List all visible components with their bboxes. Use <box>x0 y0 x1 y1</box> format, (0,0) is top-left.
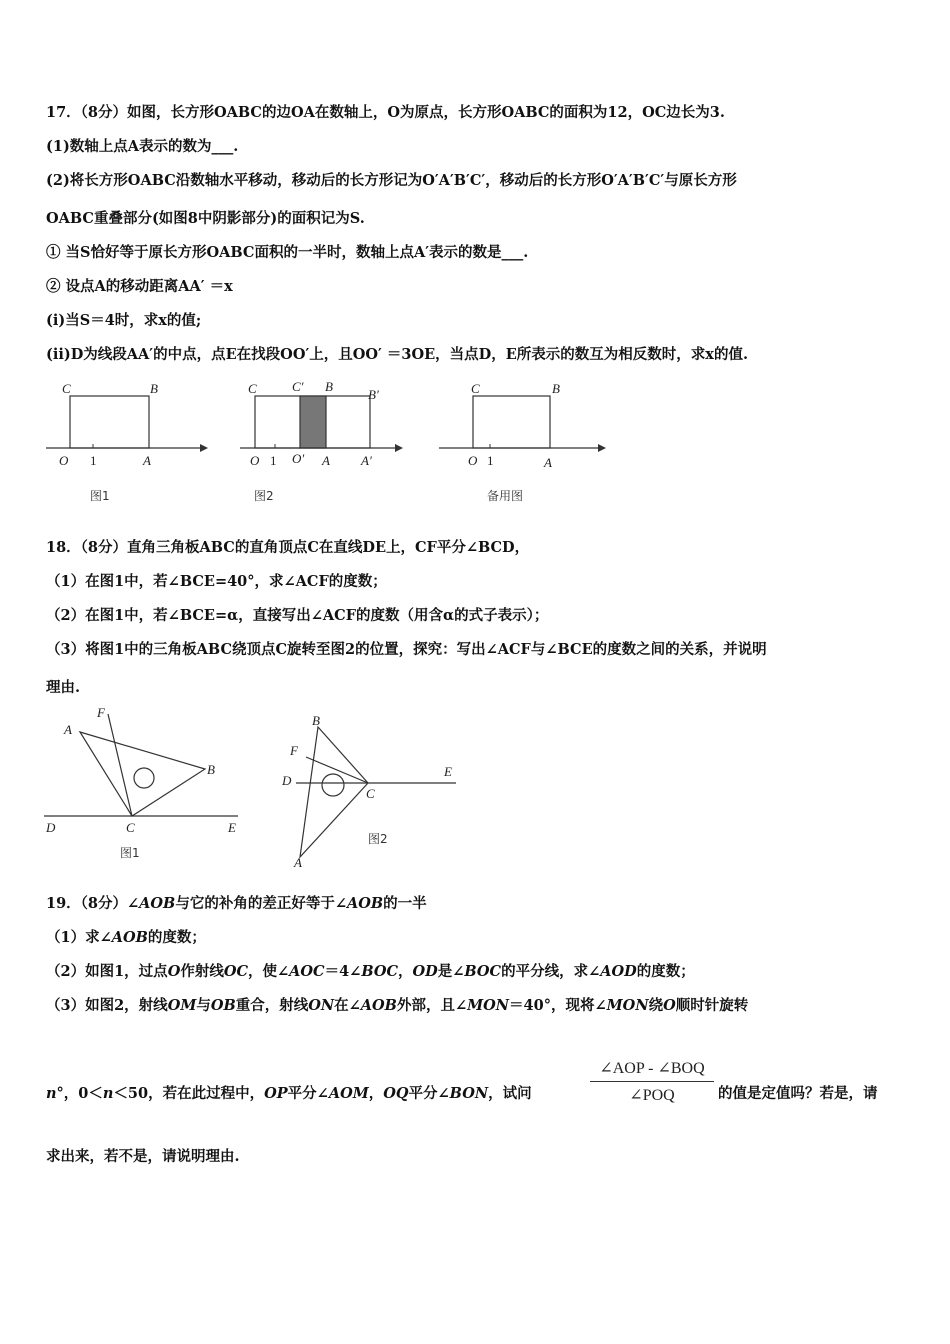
label-C: C <box>471 381 480 396</box>
fraction-denominator: ∠POQ <box>629 1087 675 1104</box>
label-D: D <box>46 820 56 835</box>
label-A: A <box>544 455 552 470</box>
q19-part3-line1: （3）如图2，射线OM与OB重合，射线ON在∠AOB外部，且∠MON＝40°，现将∠MON绕O顺时针旋转 <box>46 997 749 1014</box>
label-F: F <box>97 705 105 720</box>
label-O: O <box>59 453 69 468</box>
q17-case1: ① 当S恰好等于原长方形OABC面积的一半时，数轴上点A′表示的数是___. <box>46 244 529 261</box>
label-1: 1 <box>270 453 277 468</box>
q19-part1: （1）求∠AOB的度数； <box>46 929 206 946</box>
label-C: C <box>62 381 71 396</box>
label-A-prime: A′ <box>361 453 372 468</box>
q17-sub-ii: (ⅱ)D为线段AA′的中点，点E在找段OO′上，且OO′ ＝3OE，当点D，E所表示的数互为相反数时，求x的值. <box>46 346 748 363</box>
label-A: A <box>143 453 151 468</box>
figure-caption: 图2 <box>254 489 274 503</box>
label-B: B <box>150 381 158 396</box>
label-B: B <box>552 381 560 396</box>
label-C-prime: C′ <box>292 379 304 394</box>
q17-stem: 17．（8分）如图，长方形OABC的边OA在数轴上，O为原点，长方形OABC的面积为12，OC边长为3. <box>46 104 725 121</box>
label-D: D <box>282 773 292 788</box>
label-C: C <box>248 381 257 396</box>
label-B: B <box>207 762 215 777</box>
q18-part2: （2）在图1中，若∠BCE=α，直接写出∠ACF的度数（用含α的式子表示）； <box>46 607 549 624</box>
q18-part1: （1）在图1中，若∠BCE=40°，求∠ACF的度数； <box>46 573 387 590</box>
q17-part1: (1)数轴上点A表示的数为___. <box>46 138 239 155</box>
figure-caption: 图1 <box>120 846 140 860</box>
q17-part2-line2: OABC重叠部分(如图8中阴影部分)的面积记为S. <box>46 210 365 227</box>
label-B-prime: B′ <box>368 387 379 402</box>
figure-caption: 图1 <box>90 489 110 503</box>
figure-caption: 图2 <box>368 832 388 846</box>
label-A: A <box>64 722 72 737</box>
label-C: C <box>126 820 135 835</box>
q17-sub-i: (ⅰ)当S＝4时，求x的值; <box>46 312 202 329</box>
label-O: O <box>468 453 478 468</box>
q18-part3-line1: （3）将图1中的三角板ABC绕顶点C旋转至图2的位置，探究：写出∠ACF与∠BCE的度数之间的关系，并说明 <box>46 641 767 658</box>
q19-part3-line3: 求出来，若不是，请说明理由. <box>46 1148 240 1165</box>
q19-stem: 19．（8分）∠AOB与它的补角的差正好等于∠AOB的一半 <box>46 895 427 912</box>
label-B: B <box>325 379 333 394</box>
q18-part3-line2: 理由. <box>46 679 81 696</box>
label-1: 1 <box>90 453 97 468</box>
q18-figure-2 <box>278 705 468 875</box>
q18-stem: 18．（8分）直角三角板ABC的直角顶点C在直线DE上，CF平分∠BCD， <box>46 539 530 556</box>
label-F: F <box>290 743 298 758</box>
q17-case2: ② 设点A的移动距离AA′ ＝x <box>46 278 233 295</box>
label-1: 1 <box>487 453 494 468</box>
label-A: A <box>294 855 302 870</box>
label-O: O <box>250 453 260 468</box>
label-O-prime: O′ <box>292 451 305 466</box>
q19-part3-line2-tail: 的值是定值吗？若是，请 <box>718 1085 878 1102</box>
fraction-numerator: ∠AOP - ∠BOQ <box>590 1058 714 1082</box>
label-C: C <box>366 786 375 801</box>
q17-figure-2 <box>240 378 415 508</box>
figure-caption: 备用图 <box>487 489 524 503</box>
q19-fraction <box>590 1058 714 1105</box>
q18-figure-1 <box>40 702 255 867</box>
label-A: A <box>322 453 330 468</box>
q17-part2-line1: (2)将长方形OABC沿数轴水平移动，移动后的长方形记为O′A′B′C′，移动后的长方形O′A′B′C′与原长方形 <box>46 172 737 189</box>
q17-figure-1 <box>40 378 210 508</box>
q19-part3-line2: n°，0＜n＜50，若在此过程中，OP平分∠AOM，OQ平分∠BON，试问 <box>46 1085 532 1102</box>
q19-part2: （2）如图1，过点O作射线OC，使∠AOC＝4∠BOC，OD是∠BOC的平分线，求∠AOD的度数； <box>46 963 695 980</box>
label-B: B <box>312 713 320 728</box>
label-E: E <box>228 820 236 835</box>
label-E: E <box>444 764 452 779</box>
q17-figure-spare <box>435 378 610 508</box>
